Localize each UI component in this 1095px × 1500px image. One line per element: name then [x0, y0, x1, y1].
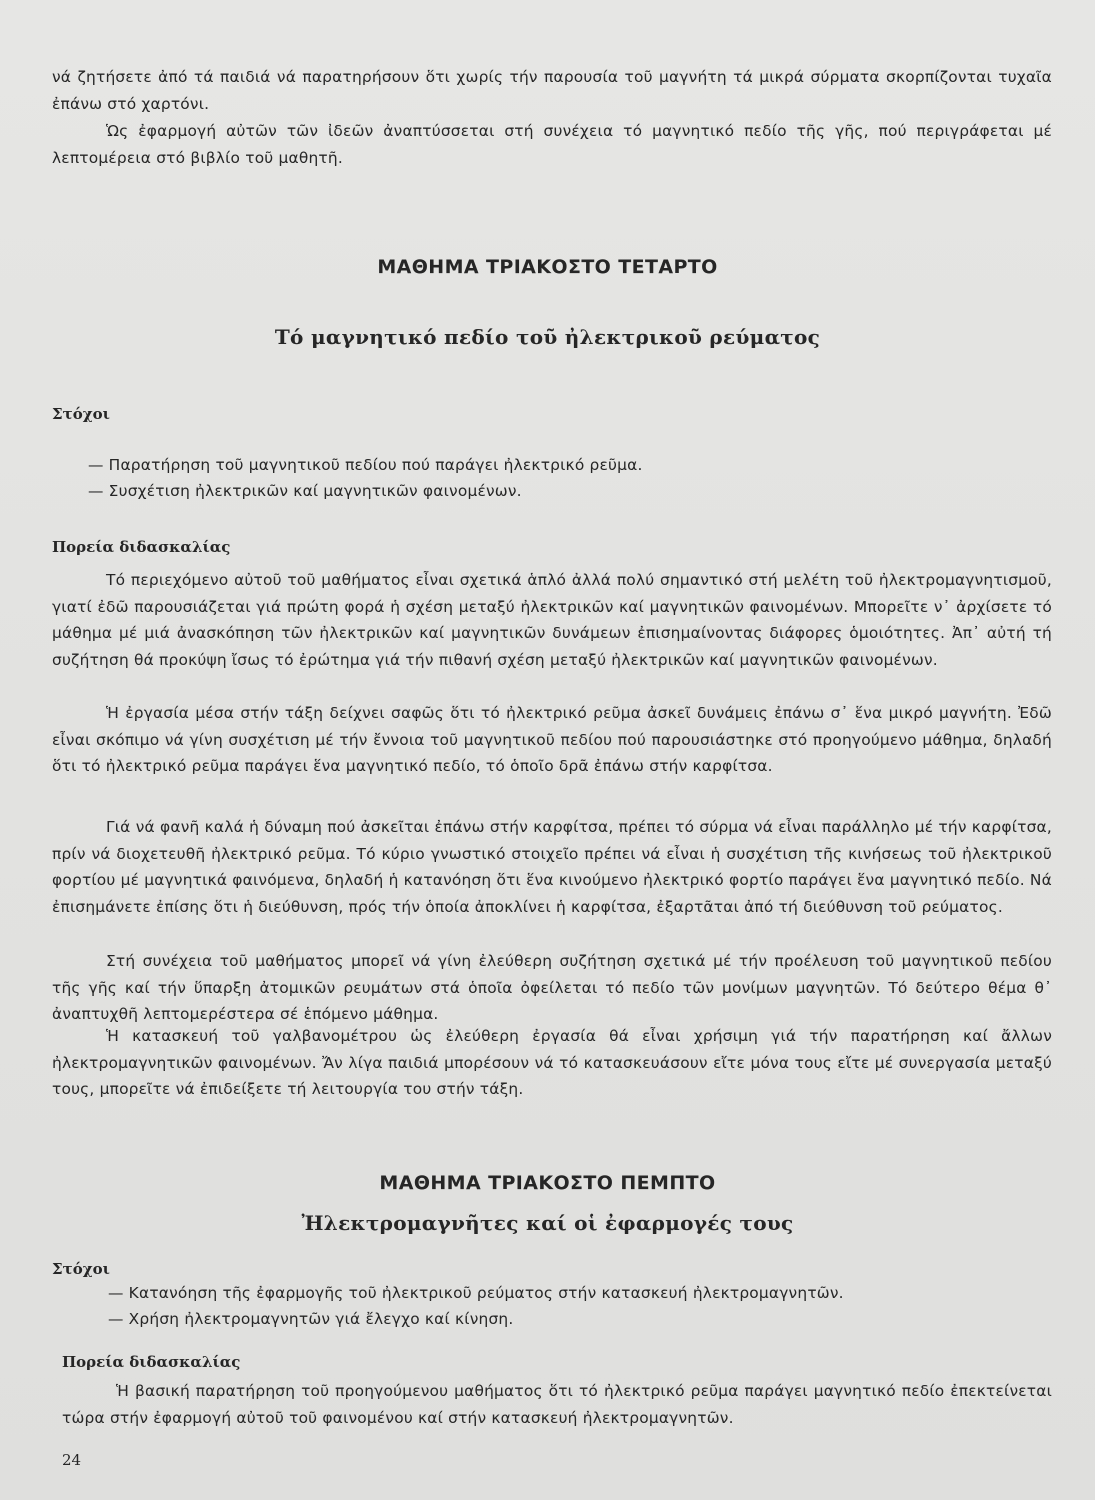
- paragraph: Ἡ κατασκευή τοῦ γαλβανομέτρου ὡς ἐλεύθερη ἐργασία θά εἶναι χρήσιμη γιά τήν παρατήρηση καί ἄλλων ἠλεκτρομαγνητικῶν φαινομένων. Ἄν λίγα παιδιά μπορέσουν νά τό κατασκευάσουν εἴτε μόνα τους εἴτε μέ συνεργασία μεταξύ τους, μπορεῖτε νά ἐπιδείξετε τή λειτουργία του στήν τάξη.: [52, 1027, 1052, 1098]
- goals-label: Στόχοι: [52, 405, 110, 423]
- goals-label: Στόχοι: [52, 1260, 110, 1278]
- paragraph: Τό περιεχόμενο αὐτοῦ τοῦ μαθήματος εἶναι σχετικά ἁπλό ἀλλά πολύ σημαντικό στή μελέτη τοῦ ἠλεκτρομαγνητισμοῦ, γιατί ἐδῶ παρουσιάζεται γιά πρώτη φορά ἡ σχέση μεταξύ ἠλεκτρικῶν καί μαγνητικῶν φαινομένων. Μπορεῖτε ν᾽ ἀρχίσετε τό μάθημα μέ μιά ἀνασκόπηση τῶν ἠλεκτρικῶν καί μαγνητικῶν δυνάμεων ἐπισημαίνοντας διάφορες ὁμοιότητες. Ἀπ᾽ αὐτή τή συζήτηση θά προκύψη ἴσως τό ἐρώτημα γιά τήν πιθανή σχέση μεταξύ ἠλεκτρικῶν καί μαγνητικῶν φαινομένων.: [52, 571, 1052, 669]
- lesson-34-heading: ΜΑΘΗΜΑ ΤΡΙΑΚΟΣΤΟ ΤΕΤΑΡΤΟ: [377, 256, 718, 278]
- goals-list: [88, 452, 1048, 504]
- page-number: 24: [62, 1451, 82, 1469]
- list-item: — Κατανόηση τῆς ἐφαρμογῆς τοῦ ἠλεκτρικοῦ ρεύματος στήν κατασκευή ἠλεκτρομαγνητῶν.: [108, 1284, 844, 1302]
- list-item: — Παρατήρηση τοῦ μαγνητικοῦ πεδίου πού παράγει ἠλεκτρικό ρεῦμα.: [88, 456, 643, 474]
- paragraph: Ἡ ἐργασία μέσα στήν τάξη δείχνει σαφῶς ὅτι τό ἠλεκτρικό ρεῦμα ἀσκεῖ δυνάμεις ἐπάνω σ᾽ ἕνα μικρό μαγνήτη. Ἐδῶ εἶναι σκόπιμο νά γίνη συσχέτιση μέ τήν ἔννοια τοῦ μαγνητικοῦ πεδίου πού παρουσιάστηκε στό προηγούμενο μάθημα, δηλαδή ὅτι τό ἠλεκτρικό ρεῦμα παράγει ἕνα μαγνητικό πεδίο, τό ὁποῖο δρᾶ ἐπάνω στήν καρφίτσα.: [52, 704, 1052, 775]
- paragraph: Ἡ βασική παρατήρηση τοῦ προηγούμενου μαθήματος ὅτι τό ἠλεκτρικό ρεῦμα παράγει μαγνητικό πεδίο ἐπεκτείνεται τώρα στήν ἐφαρμογή αὐτοῦ τοῦ φαινομένου καί στήν κατασκευή ἠλεκτρομαγνητῶν.: [62, 1382, 1052, 1427]
- paragraph: Γιά νά φανῆ καλά ἡ δύναμη πού ἀσκεῖται ἐπάνω στήν καρφίτσα, πρέπει τό σύρμα νά εἶναι παράλληλο μέ τήν καρφίτσα, πρίν νά διοχετευθῆ ἠλεκτρικό ρεῦμα. Τό κύριο γνωστικό στοιχεῖο πρέπει νά εἶναι ἡ συσχέτιση τῆς κινήσεως τοῦ ἠλεκτρικοῦ φορτίου μέ μαγνητικά φαινόμενα, δηλαδή ἡ κατανόηση ὅτι ἕνα κινούμενο ἠλεκτρικό φορτίο παράγει ἕνα μαγνητικό πεδίο. Νά ἐπισημάνετε ἐπίσης ὅτι ἡ διεύθυνση, πρός τήν ὁποία ἀποκλίνει ἡ καρφίτσα, ἐξαρτᾶται ἀπό τή διεύθυνση τοῦ ρεύματος.: [52, 818, 1052, 916]
- method-label: Πορεία διδασκαλίας: [62, 1353, 241, 1371]
- paragraph: νά ζητήσετε ἀπό τά παιδιά νά παρατηρήσουν ὅτι χωρίς τήν παρουσία τοῦ μαγνήτη τά μικρά σύρματα σκορπίζονται τυχαῖα ἐπάνω στό χαρτόνι.: [52, 68, 1052, 113]
- method-label: Πορεία διδασκαλίας: [52, 538, 231, 556]
- list-item: — Συσχέτιση ἠλεκτρικῶν καί μαγνητικῶν φαινομένων.: [88, 482, 522, 500]
- lesson-35-title: Ἠλεκτρομαγνῆτες καί οἱ ἐφαρμογές τους: [301, 1211, 794, 1235]
- paragraph: Στή συνέχεια τοῦ μαθήματος μπορεῖ νά γίνη ἐλεύθερη συζήτηση σχετικά μέ τήν προέλευση τοῦ μαγνητικοῦ πεδίου τῆς γῆς καί τήν ὕπαρξη ἀτομικῶν ρευμάτων στά ὁποῖα ὀφείλεται τό πεδίο τῶν μονίμων μαγνητῶν. Τό δεύτερο θέμα θ᾽ ἀναπτυχθῆ λεπτομερέστερα σέ ἑπόμενο μάθημα.: [52, 952, 1052, 1023]
- lesson-34-title: Τό μαγνητικό πεδίο τοῦ ἠλεκτρικοῦ ρεύματος: [274, 325, 821, 349]
- paragraph: Ὡς ἐφαρμογή αὐτῶν τῶν ἰδεῶν ἀναπτύσσεται στή συνέχεια τό μαγνητικό πεδίο τῆς γῆς, πού περιγράφεται μέ λεπτομέρεια στό βιβλίο τοῦ μαθητῆ.: [52, 122, 1052, 167]
- lesson-35-heading: ΜΑΘΗΜΑ ΤΡΙΑΚΟΣΤΟ ΠΕΜΠΤΟ: [379, 1172, 716, 1194]
- goals-list: [108, 1280, 1048, 1332]
- list-item: — Χρήση ἠλεκτρομαγνητῶν γιά ἔλεγχο καί κίνηση.: [108, 1310, 514, 1328]
